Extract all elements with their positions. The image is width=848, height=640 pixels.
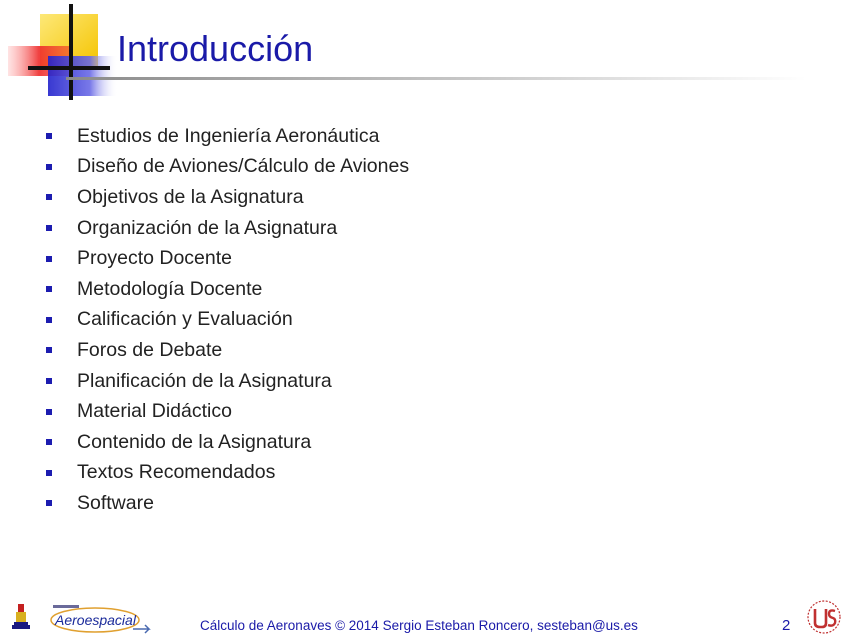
bullet-icon [46, 470, 52, 476]
list-item [46, 182, 409, 213]
list-item [46, 152, 409, 183]
slide-title: Introducción [117, 28, 314, 69]
aeroespacial-logo [49, 603, 153, 635]
list-item-text: Calificación y Evaluación [77, 308, 293, 331]
bullet-icon [46, 317, 52, 323]
list-item [46, 213, 409, 244]
list-item [46, 488, 409, 519]
slide-footer [0, 595, 848, 636]
list-item [46, 274, 409, 305]
list-item-text: Textos Recomendados [77, 461, 276, 484]
bullet-icon [46, 378, 52, 384]
list-item-text: Material Didáctico [77, 400, 232, 423]
list-item-text: Organización de la Asignatura [77, 216, 338, 239]
list-item-text: Planificación de la Asignatura [77, 369, 332, 392]
bullet-icon [46, 256, 52, 262]
university-seal-icon [805, 599, 843, 635]
list-item-text: Proyecto Docente [77, 247, 233, 270]
bullet-icon [46, 286, 52, 292]
bullet-icon [46, 439, 52, 445]
footer-credit: Cálculo de Aeronaves © 2014 Sergio Esteban Roncero, sesteban@us.es [200, 618, 638, 633]
list-item-text: Metodología Docente [77, 277, 263, 300]
list-item [46, 121, 409, 152]
list-item-text: Diseño de Aviones/Cálculo de Aviones [77, 155, 410, 178]
list-item [46, 366, 409, 397]
list-item-text: Estudios de Ingeniería Aeronáutica [77, 124, 380, 147]
list-item [46, 335, 409, 366]
title-underline [66, 77, 806, 80]
bullet-icon [46, 164, 52, 170]
aeroespacial-logo-text: Aeroespacial [55, 612, 136, 628]
bullet-icon [46, 409, 52, 415]
list-item [46, 427, 409, 458]
list-item [46, 396, 409, 427]
bullet-icon [46, 347, 52, 353]
page-number: 2 [782, 617, 791, 634]
list-item-text: Objetivos de la Asignatura [77, 185, 304, 208]
list-item [46, 243, 409, 274]
list-item [46, 305, 409, 336]
list-item-text: Software [77, 491, 154, 514]
bullet-icon [46, 225, 52, 231]
bullet-icon [46, 500, 52, 506]
list-item-text: Contenido de la Asignatura [77, 430, 312, 453]
bullet-icon [46, 133, 52, 139]
list-item [46, 458, 409, 489]
title-decoration [0, 0, 120, 110]
list-item-text: Foros de Debate [77, 338, 223, 361]
bullet-list [46, 121, 409, 519]
university-crest-icon [10, 603, 32, 631]
bullet-icon [46, 194, 52, 200]
